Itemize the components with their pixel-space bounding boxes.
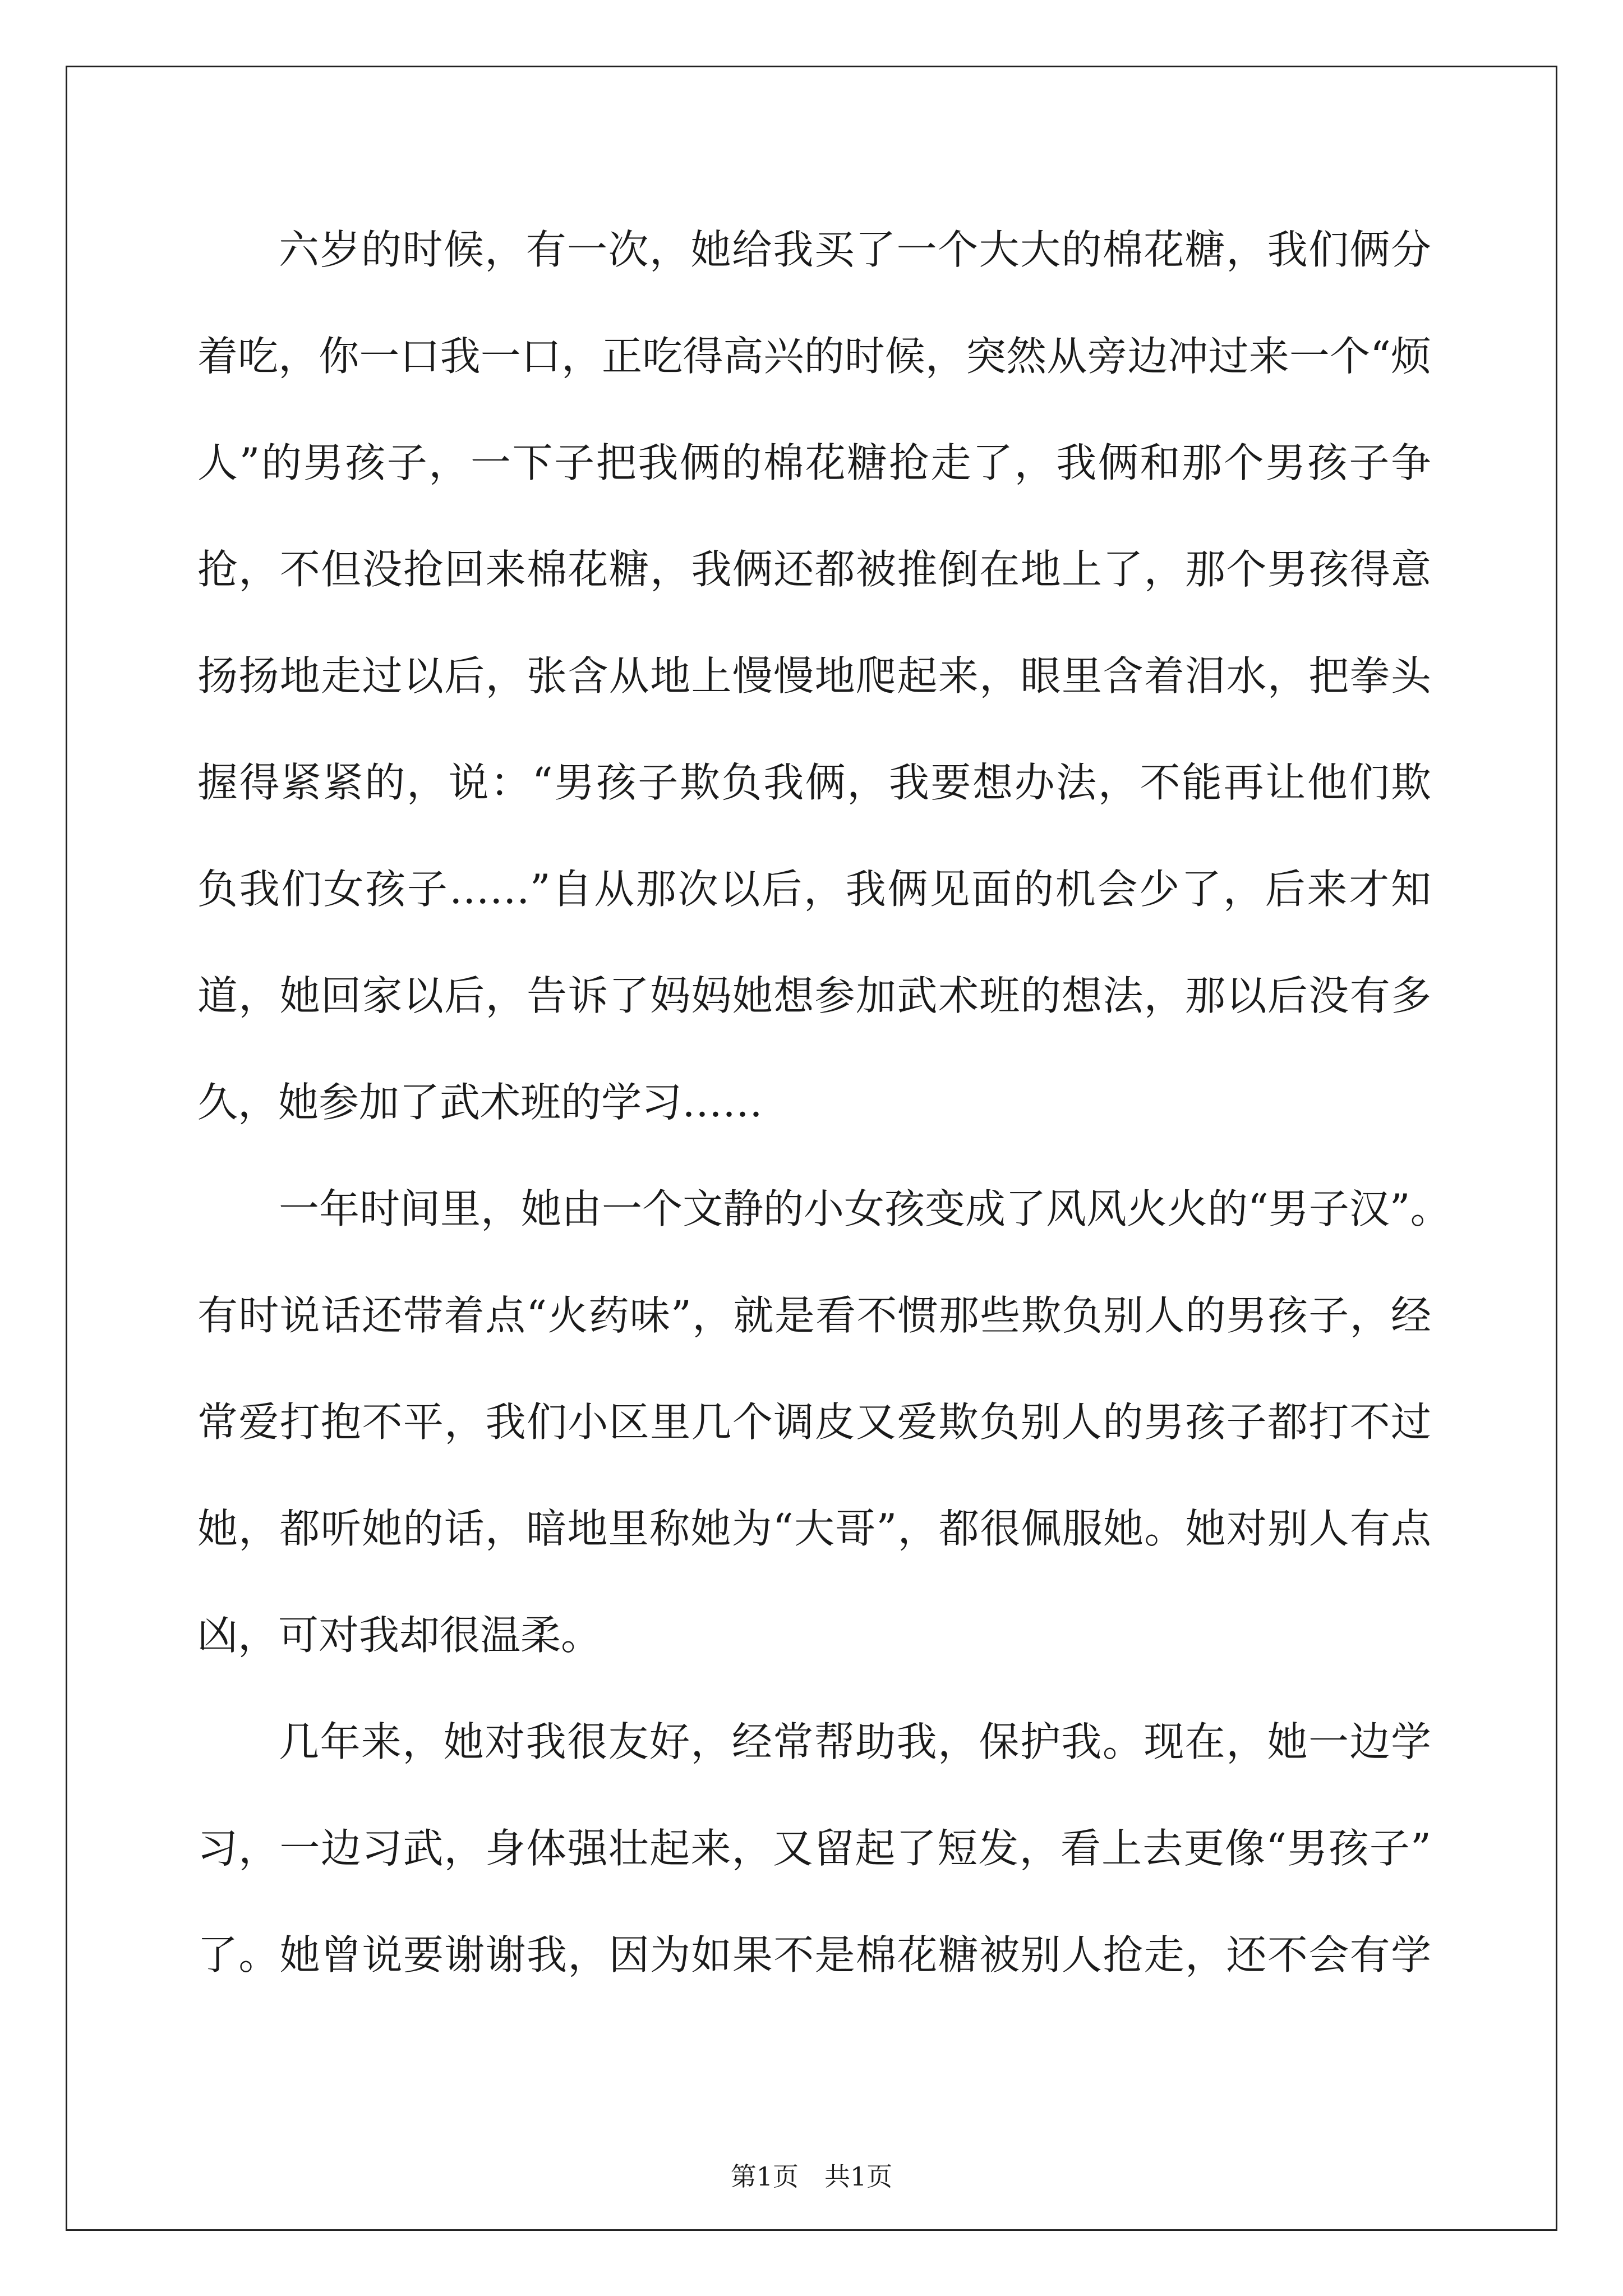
- text-line: 着吃，你一口我一口，正吃得高兴的时候，突然从旁边冲过来一个“烦: [197, 333, 1431, 380]
- text-line: 常爱打抱不平，我们小区里几个调皮又爱欺负别人的男孩子都打不过: [197, 1398, 1431, 1446]
- text-line: 久，她参加了武术班的学习……: [197, 1079, 763, 1126]
- text-line: 了。她曾说要谢谢我，因为如果不是棉花糖被别人抢走，还不会有学: [197, 1931, 1431, 1978]
- text-line: 习，一边习武，身体强壮起来，又留起了短发，看上去更像“男孩子”: [197, 1825, 1431, 1872]
- text-line: 握得紧紧的，说：“男孩子欺负我俩，我要想办法，不能再让他们欺: [197, 759, 1431, 806]
- text-line: 几年来，她对我很友好，经常帮助我，保护我。现在，她一边学: [279, 1718, 1431, 1765]
- text-line: 负我们女孩子……”自从那次以后，我俩见面的机会少了，后来才知: [197, 866, 1431, 913]
- text-line: 人”的男孩子，一下子把我俩的棉花糖抢走了，我俩和那个男孩子争: [197, 439, 1431, 486]
- text-line: 有时说话还带着点“火药味”，就是看不惯那些欺负别人的男孩子，经: [197, 1292, 1431, 1339]
- text-line: 六岁的时候，有一次，她给我买了一个大大的棉花糖，我们俩分: [279, 226, 1431, 273]
- page-number-footer: 第1页 共1页: [730, 2161, 893, 2192]
- page-border: [66, 66, 1557, 2231]
- text-line: 一年时间里，她由一个文静的小女孩变成了风风火火的“男子汉”。: [279, 1185, 1451, 1232]
- text-line: 抢，不但没抢回来棉花糖，我俩还都被推倒在地上了，那个男孩得意: [197, 546, 1431, 593]
- text-line: 道，她回家以后，告诉了妈妈她想参加武术班的想法，那以后没有多: [197, 972, 1431, 1019]
- text-line: 她，都听她的话，暗地里称她为“大哥”，都很佩服她。她对别人有点: [197, 1505, 1431, 1552]
- text-line: 凶，可对我却很温柔。: [197, 1612, 602, 1659]
- text-line: 扬扬地走过以后，张含从地上慢慢地爬起来，眼里含着泪水，把拳头: [197, 652, 1431, 700]
